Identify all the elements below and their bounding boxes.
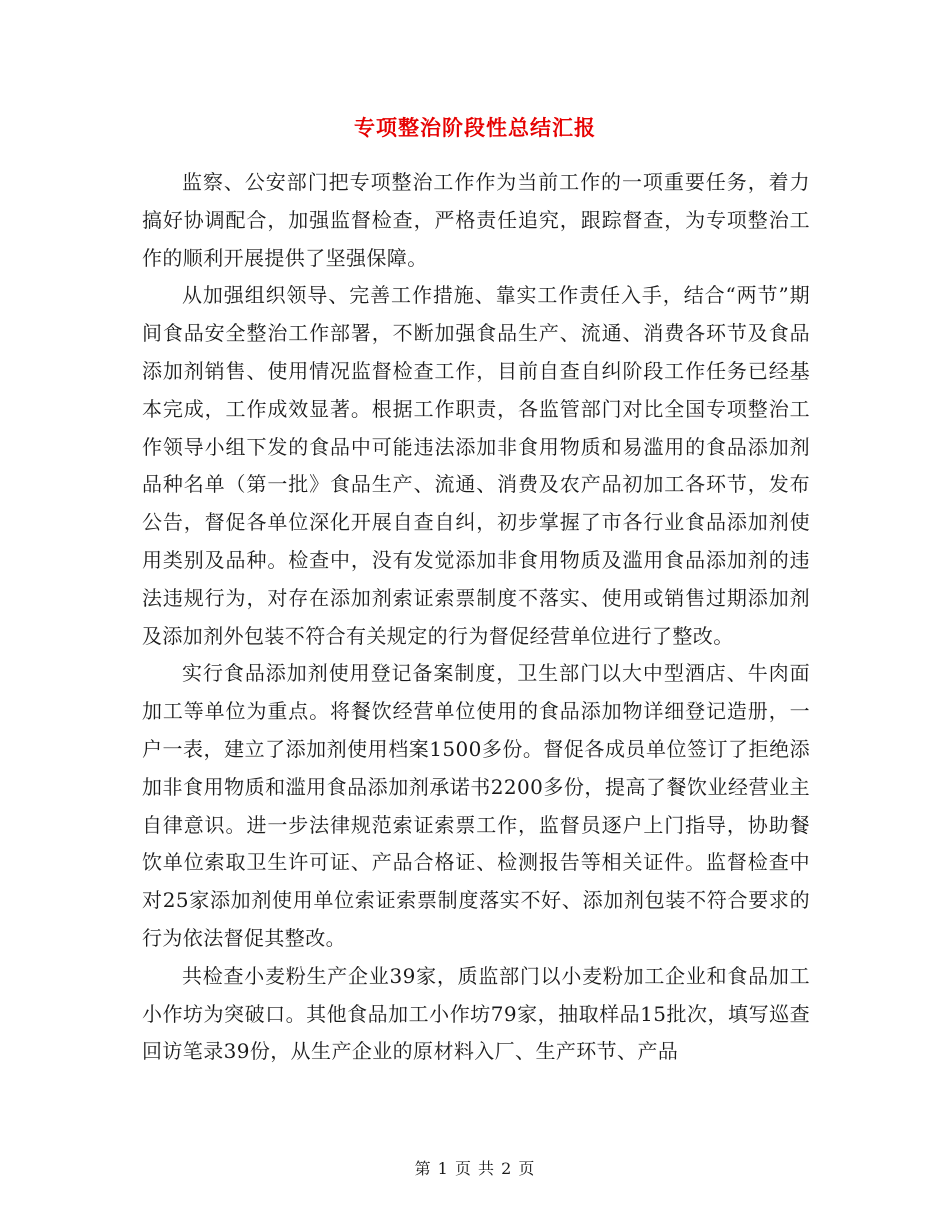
document-title: 专项整治阶段性总结汇报 (354, 116, 596, 140)
document-body (142, 164, 810, 1071)
paragraph-3: 实行食品添加剂使用登记备案制度，卫生部门以大中型酒店、牛肉面加工等单位为重点。将餐饮经营单位使用的食品添加物详细登记造册，一户一表，建立了添加剂使用档案1500多份。督促各成员单位签订了拒绝添加非食用物质和滥用食品添加剂承诺书2200多份，提高了餐饮业经营业主自律意识。进一步法律规范索证索票工作，监督员逐户上门指导，协助餐饮单位索取卫生许可证、产品合格证、检测报告等相关证件。监督检查中对25家添加剂使用单位索证索票制度落实不好、添加剂包装不符合要求的行为依法督促其整改。 (142, 661, 810, 950)
paragraph-4: 共检查小麦粉生产企业39家，质监部门以小麦粉加工企业和食品加工小作坊为突破口。其他食品加工小作坊79家，抽取样品15批次，填写巡查回访笔录39份，从生产企业的原材料入厂、生产环节、产品 (142, 963, 810, 1064)
page-number-footer: 第 1 页 共 2 页 (414, 1159, 536, 1178)
paragraph-2: 从加强组织领导、完善工作措施、靠实工作责任入手，结合“两节”期间食品安全整治工作部署，不断加强食品生产、流通、消费各环节及食品添加剂销售、使用情况监督检查工作，目前自查自纠阶段工作任务已经基本完成，工作成效显著。根据工作职责，各监管部门对比全国专项整治工作领导小组下发的食品中可能违法添加非食用物质和易滥用的食品添加剂品种名单（第一批》食品生产、流通、消费及农产品初加工各环节，发布公告，督促各单位深化开展自查自纠，初步掌握了市各行业食品添加剂使用类别及品种。检查中，没有发觉添加非食用物质及滥用食品添加剂的违法违规行为，对存在添加剂索证索票制度不落实、使用或销售过期添加剂及添加剂外包装不符合有关规定的行为督促经营单位进行了整改。 (142, 283, 810, 648)
paragraph-1: 监察、公安部门把专项整治工作作为当前工作的一项重要任务，着力搞好协调配合，加强监督检查，严格责任追究，跟踪督查，为专项整治工作的顺利开展提供了坚强保障。 (142, 170, 810, 270)
